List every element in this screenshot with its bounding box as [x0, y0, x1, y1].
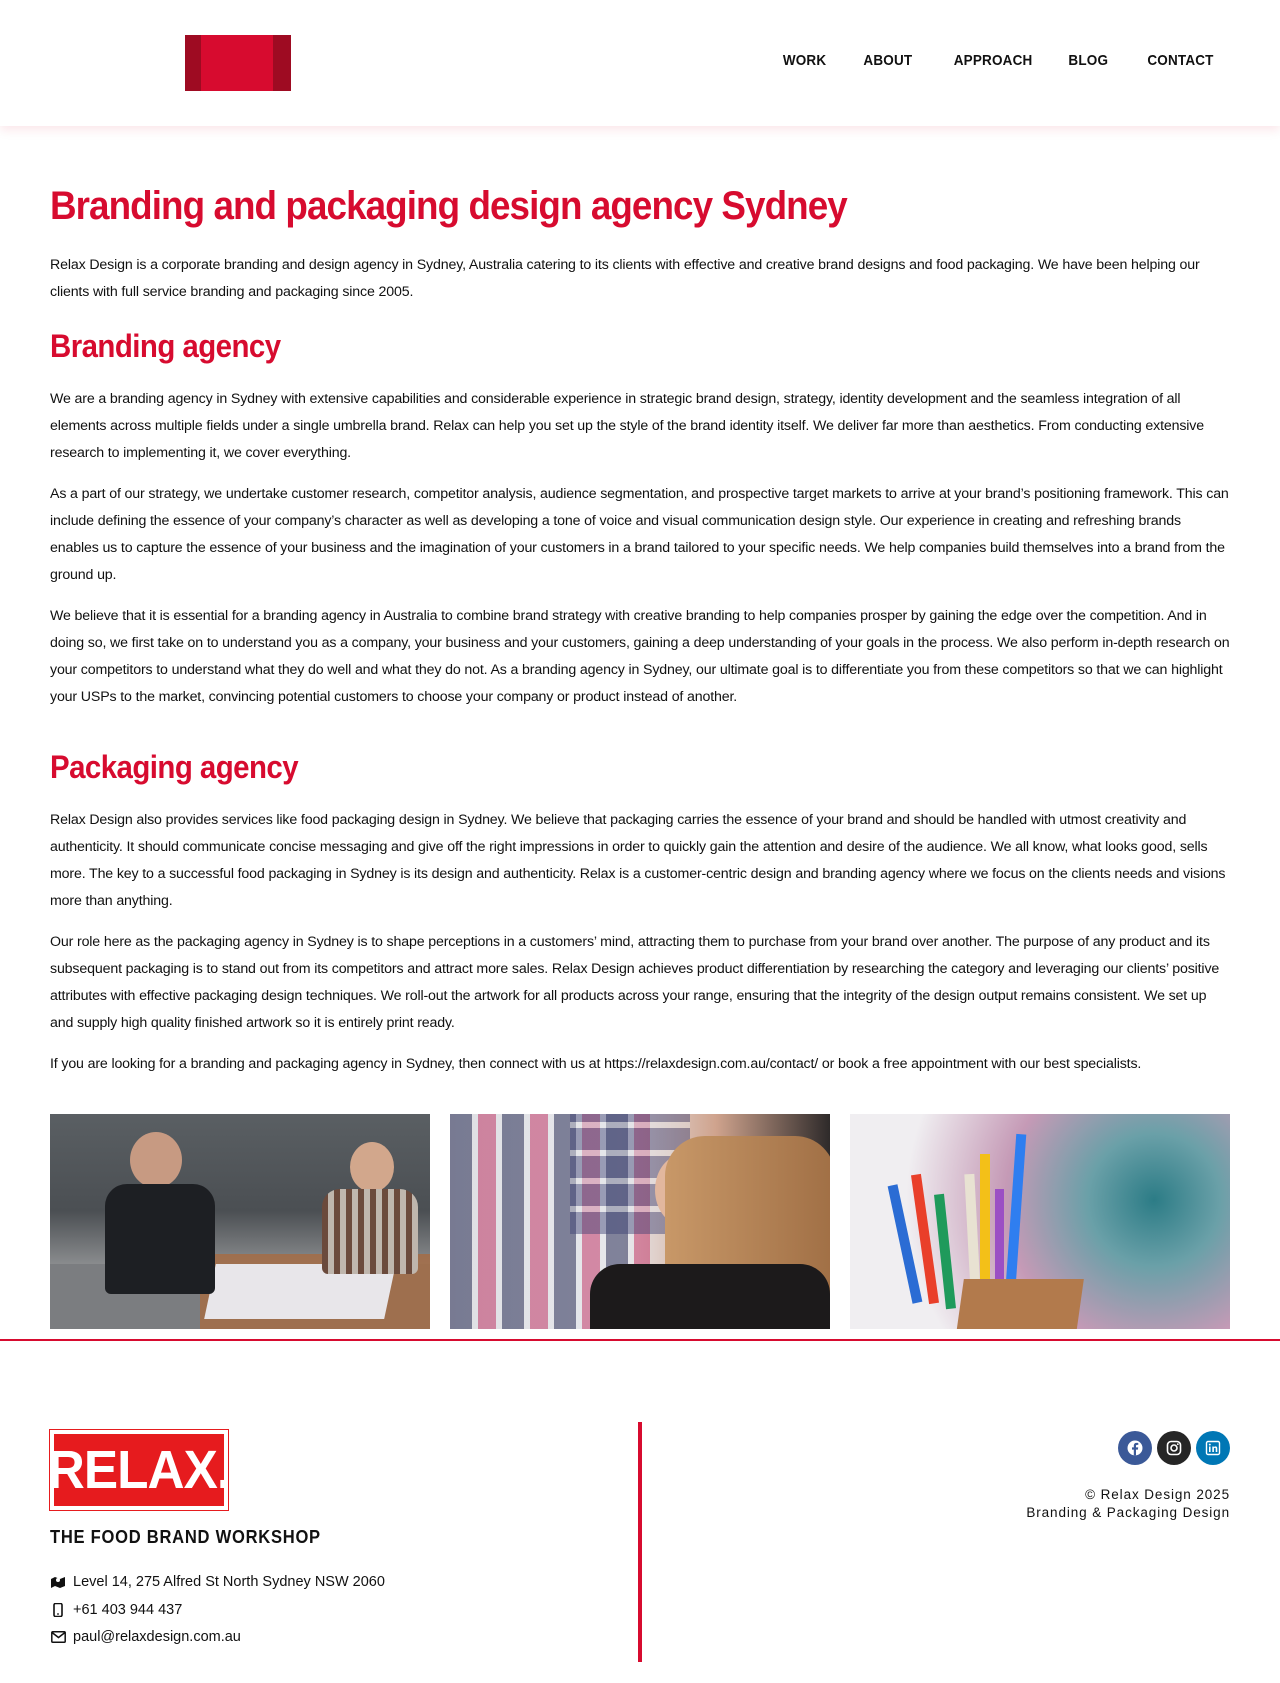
site-logo[interactable]	[185, 35, 291, 91]
branding-paragraph-2: As a part of our strategy, we undertake customer research, competitor analysis, audience segmentation, and prospective target markets to arrive at your brand’s positioning framework. This can include defining the essence of your company’s character as well as developing a tone of voice and visual communication design style. Our experience in creating and refreshing brands enables us to capture the essence of your business and the imagination of your customers in a brand tailored to your specific needs. We help companies build themselves into a brand from the ground up.	[50, 486, 1229, 583]
footer-tagline: THE FOOD BRAND WORKSHOP	[50, 1527, 321, 1547]
nav-item-blog[interactable]: BLOG	[1068, 52, 1109, 69]
envelope-icon	[50, 1629, 66, 1645]
image-gallery	[50, 1114, 1230, 1329]
footer-phone[interactable]	[50, 1602, 610, 1618]
logo-segment-center	[201, 35, 273, 91]
packaging-paragraph-1: Relax Design also provides services like food packaging design in Sydney. We believe that packaging carries the essence of your brand and should be handled with utmost creativity and authenticity. It should communicate concise messaging and give off the right impressions in order to quickly gain the attention and desire of the audience. We all know, what looks good, sells more. The key to a successful food packaging in Sydney is its design and authenticity. Relax is a customer-centric design and branding agency where we focus on the clients needs and visions more than anything.	[50, 812, 1226, 909]
linkedin-icon[interactable]	[1196, 1431, 1230, 1465]
pens-and-pencils-photo	[850, 1114, 1230, 1329]
intro-paragraph: Relax Design is a corporate branding and design agency in Sydney, Australia catering to its clients with effective and creative brand designs and food packaging. We have been helping our clients with full service branding and packaging since 2005.	[50, 257, 1200, 300]
moodboard-photo	[450, 1114, 830, 1329]
social-links	[1118, 1431, 1230, 1465]
footer-vertical-divider	[638, 1422, 642, 1662]
footer-email-text[interactable]: paul@relaxdesign.com.au	[73, 1629, 241, 1645]
nav-item-work[interactable]: WORK	[782, 52, 827, 69]
footer-logo-text: RELAX.	[47, 1440, 231, 1500]
logo-segment-right	[273, 35, 291, 91]
page-title: Branding and packaging design agency Sydney	[50, 184, 847, 228]
map-location-icon	[50, 1574, 66, 1590]
instagram-icon[interactable]	[1157, 1431, 1191, 1465]
main-content	[50, 180, 1230, 1078]
main-nav	[746, 52, 1214, 69]
copyright-text: © Relax Design 2025	[1085, 1487, 1230, 1502]
branding-paragraph-3: We believe that it is essential for a branding agency in Australia to combine brand strategy with creative branding to help companies prosper by gaining the edge over the competition. And in doing so, we first take on to understand you as a company, your business and your customers, gaining a deep understanding of your goals in the process. We also perform in-depth research on your competitors to understand what they do well and what they do not. As a branding agency in Sydney, our ultimate goal is to differentiate you from these competitors so that we can highlight your USPs to the market, convincing potential customers to choose your company or product instead of another.	[50, 608, 1230, 705]
footer-phone-text[interactable]: +61 403 944 437	[73, 1602, 183, 1618]
copyright-subtitle: Branding & Packaging Design	[1026, 1505, 1230, 1520]
packaging-paragraph-2: Our role here as the packaging agency in Sydney is to shape perceptions in a customers’ mind, attracting them to purchase from your brand over another. The purpose of any product and its subsequent packaging is to stand out from its competitors and attract more sales. Relax Design achieves product differentiation by researching the category and leveraging our clients’ positive attributes with effective packaging design techniques. We roll-out the artwork for all products across your range, ensuring that the integrity of the design output remains consistent. We set up and supply high quality finished artwork so it is entirely print ready.	[50, 934, 1220, 1031]
nav-item-approach[interactable]: APPROACH	[953, 52, 1033, 69]
branding-paragraph-1: We are a branding agency in Sydney with extensive capabilities and considerable experience in strategic brand design, strategy, identity development and the seamless integration of all elements across multiple fields under a single umbrella brand. Relax can help you set up the style of the brand identity itself. We deliver far more than aesthetics. From conducting extensive research to implementing it, we cover everything.	[50, 391, 1204, 461]
copyright-block	[1026, 1486, 1230, 1522]
mobile-phone-icon	[50, 1602, 66, 1618]
branding-heading: Branding agency	[50, 328, 281, 364]
footer-address-text: Level 14, 275 Alfred St North Sydney NSW 2060	[73, 1574, 385, 1590]
packaging-heading: Packaging agency	[50, 749, 299, 785]
footer-logo[interactable]	[47, 1430, 231, 1510]
nav-item-about[interactable]: ABOUT	[863, 52, 913, 69]
designers-meeting-photo	[50, 1114, 430, 1329]
packaging-paragraph-3: If you are looking for a branding and packaging agency in Sydney, then connect with us at https://relaxdesign.com.au/contact/ or book a free appointment with our best specialists.	[50, 1056, 1142, 1072]
nav-item-contact[interactable]: CONTACT	[1147, 52, 1214, 69]
footer-divider-line	[0, 1339, 1280, 1341]
logo-segment-left	[185, 35, 201, 91]
facebook-icon[interactable]	[1118, 1431, 1152, 1465]
site-header	[0, 0, 1280, 126]
footer-email[interactable]	[50, 1629, 610, 1645]
footer-address	[50, 1574, 610, 1590]
